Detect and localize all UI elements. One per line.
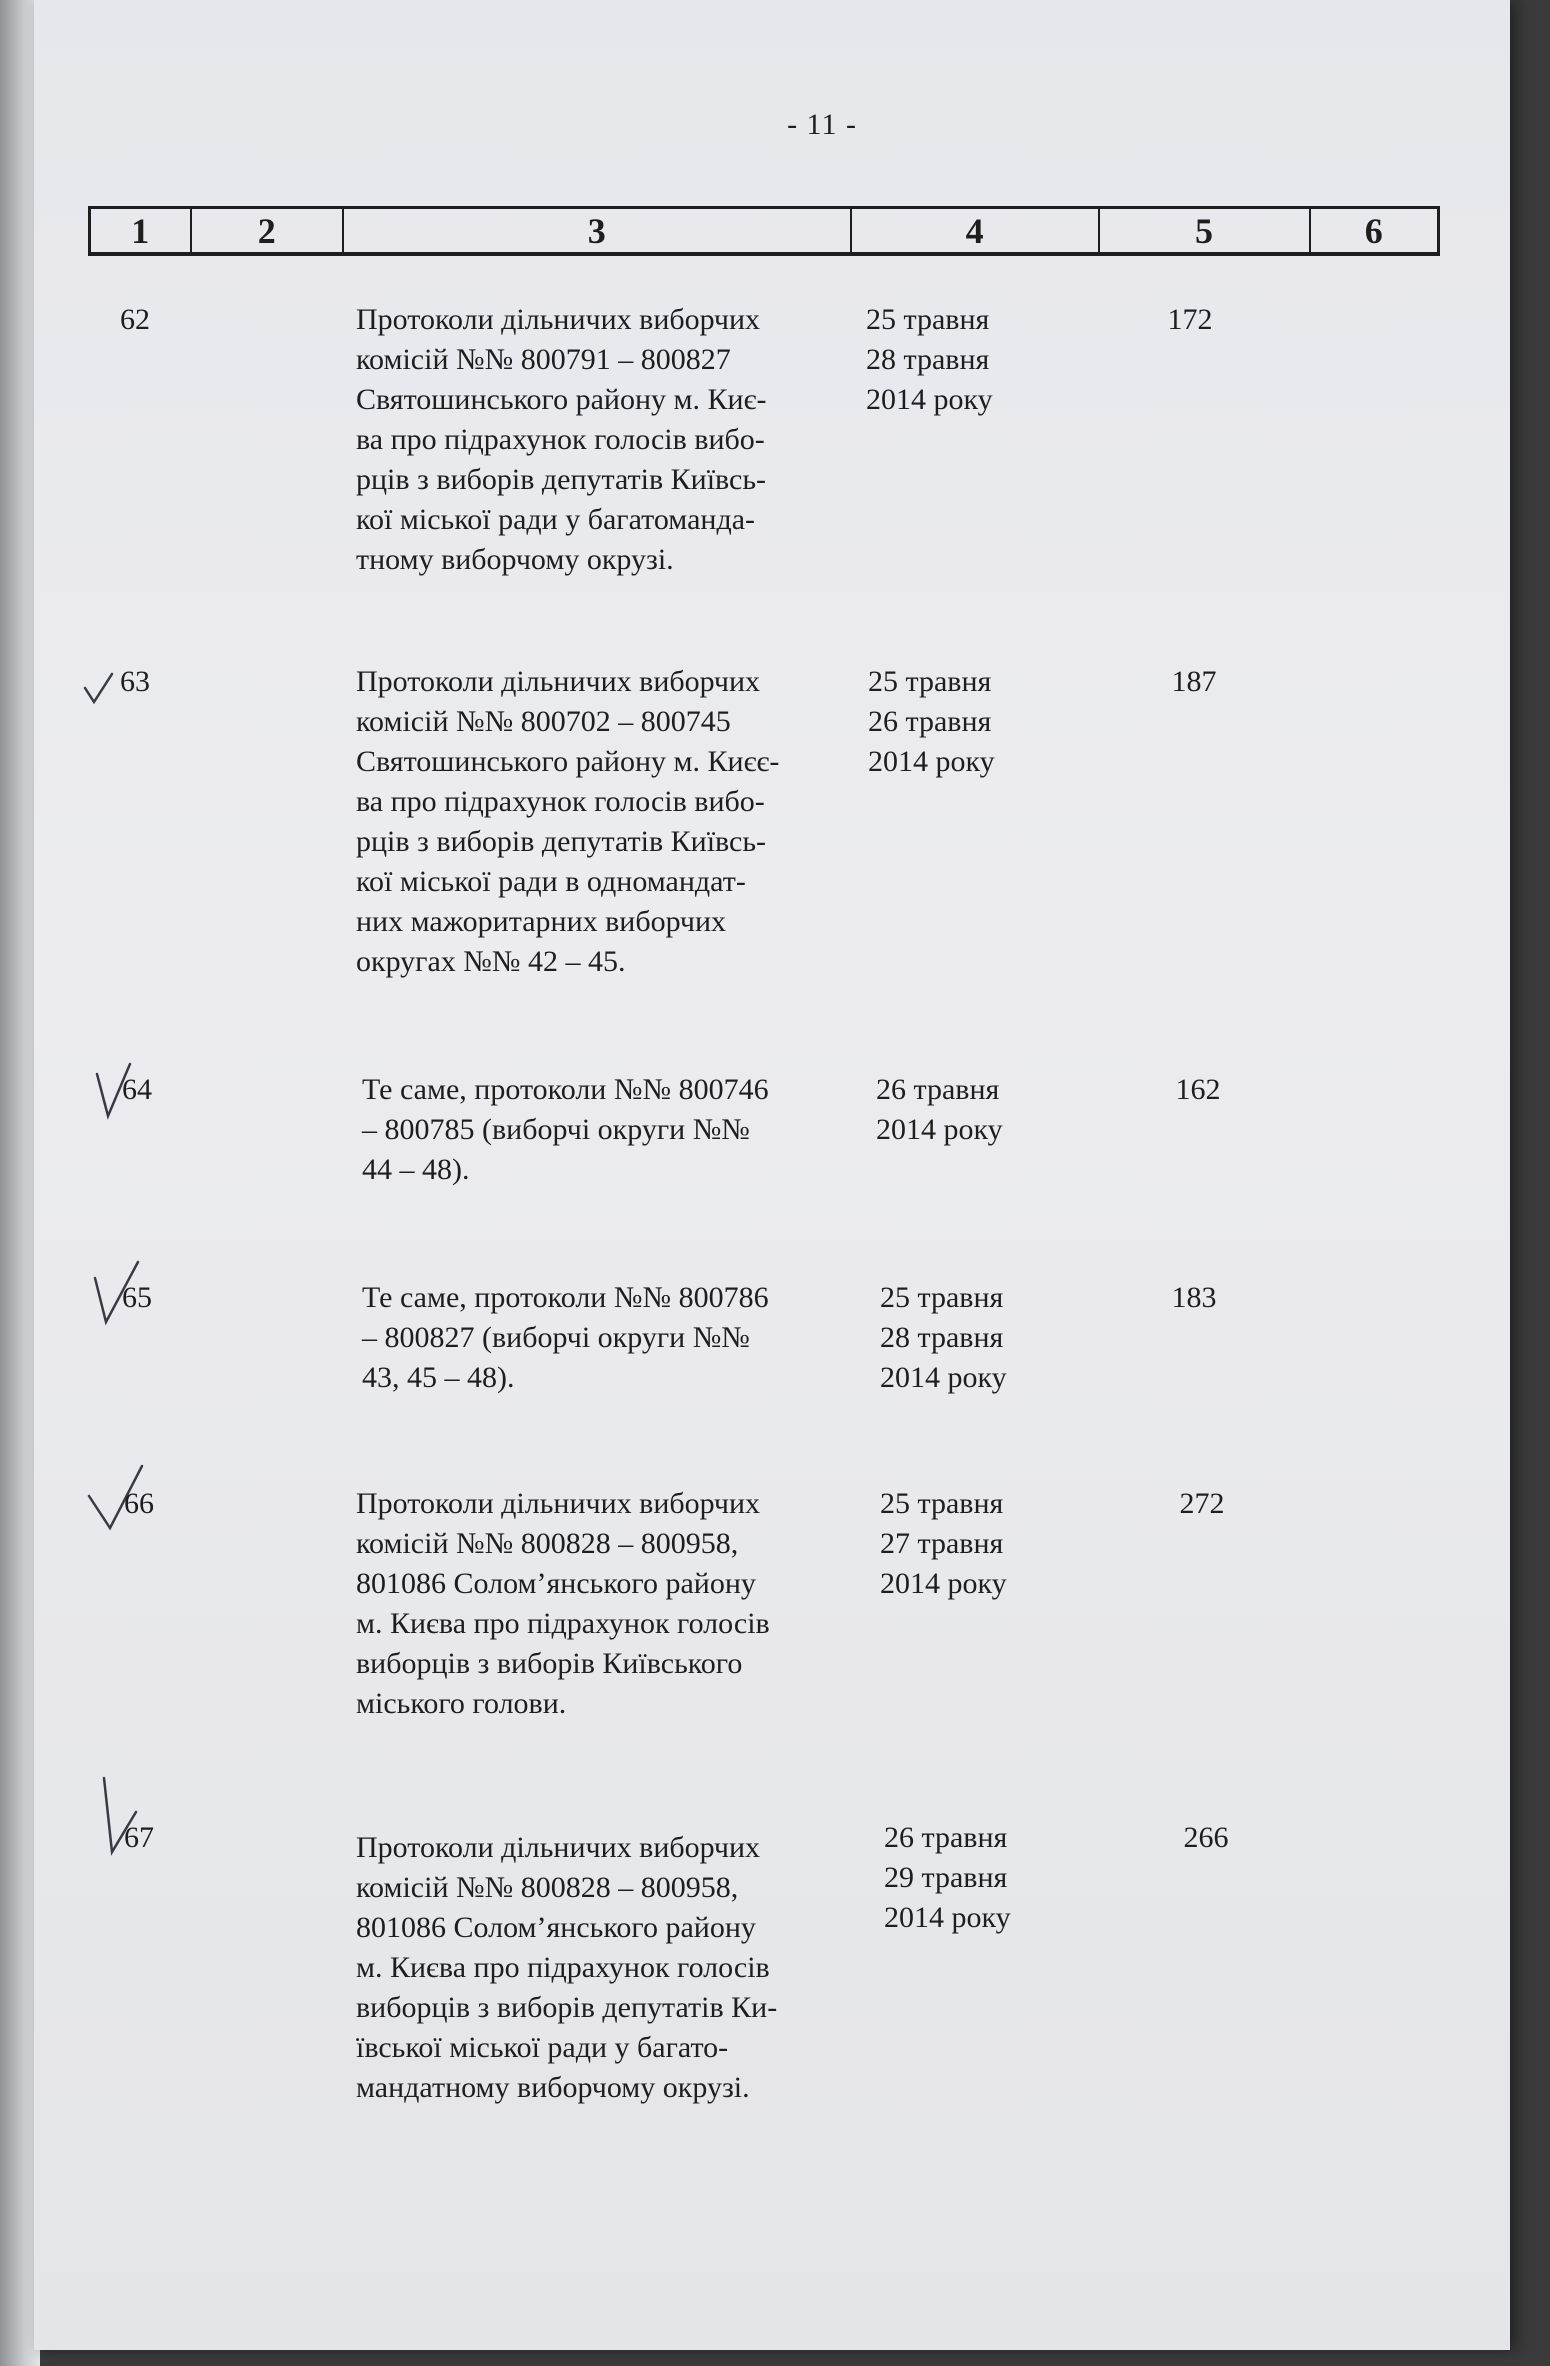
entry-description	[356, 1828, 896, 2108]
entry-dates	[868, 662, 1068, 782]
entry-sheet-count: 183	[1171, 1281, 1217, 1314]
date-line: 27 травня	[880, 1527, 1004, 1560]
description-line: них мажоритарних виборчих	[356, 905, 727, 938]
description-line: Протоколи дільничих виборчих	[356, 1831, 761, 1864]
date-line: 2014 року	[866, 383, 993, 416]
column-header-1: 1	[91, 209, 192, 252]
date-line: 26 травня	[884, 1821, 1008, 1854]
entry-sheet-count: 162	[1175, 1073, 1221, 1106]
entry-sheet-count: 272	[1179, 1487, 1225, 1520]
description-line: комісій №№ 800828 – 800958,	[356, 1527, 739, 1560]
description-line: ва про підрахунок голосів вибо-	[356, 785, 765, 818]
date-line: 2014 року	[880, 1567, 1007, 1600]
entry-number: 62	[120, 303, 150, 336]
description-line: виборців з виборів Київського	[356, 1647, 743, 1680]
description-line: – 800785 (виборчі округи №№	[362, 1113, 750, 1146]
column-header-3: 3	[344, 209, 852, 252]
date-line: 2014 року	[868, 745, 995, 778]
description-line: Святошинського району м. Києє-	[356, 745, 780, 778]
date-line: 25 травня	[866, 303, 990, 336]
description-line: виборців з виборів депутатів Ки-	[356, 1991, 778, 2024]
entry-dates	[884, 1818, 1084, 1938]
date-line: 29 травня	[884, 1861, 1008, 1894]
document-page	[34, 0, 1510, 2350]
date-line: 28 травня	[866, 343, 990, 376]
entry-dates	[876, 1070, 1076, 1150]
description-line: м. Києва про підрахунок голосів	[356, 1607, 770, 1640]
date-line: 2014 року	[876, 1113, 1003, 1146]
entry-description	[356, 300, 896, 580]
entry-number: 67	[124, 1821, 154, 1854]
date-line: 2014 року	[880, 1361, 1007, 1394]
date-line: 25 травня	[880, 1487, 1004, 1520]
description-line: мандатному виборчому окрузі.	[356, 2071, 750, 2104]
description-line: ва про підрахунок голосів вибо-	[356, 423, 765, 456]
entry-dates	[880, 1278, 1080, 1398]
column-header-row	[88, 206, 1440, 256]
date-line: 26 травня	[876, 1073, 1000, 1106]
description-line: Те саме, протоколи №№ 800786	[362, 1281, 769, 1314]
description-line: – 800827 (виборчі округи №№	[362, 1321, 750, 1354]
date-line: 26 травня	[868, 705, 992, 738]
description-line: 44 – 48).	[362, 1153, 470, 1186]
entry-sheet-count: 187	[1171, 665, 1217, 698]
entry-description	[356, 1484, 896, 1724]
page-number: - 11 -	[787, 108, 857, 141]
description-line: Святошинського району м. Киє-	[356, 383, 767, 416]
entry-description	[362, 1070, 902, 1190]
description-line: рців з виборів депутатів Київсь-	[356, 463, 767, 496]
entry-number: 63	[120, 665, 150, 698]
description-line: 43, 45 – 48).	[362, 1361, 515, 1394]
entry-description	[362, 1278, 902, 1398]
description-line: Протоколи дільничих виборчих	[356, 665, 761, 698]
description-line: тному виборчому окрузі.	[356, 543, 674, 576]
entry-dates	[880, 1484, 1080, 1604]
column-header-4: 4	[852, 209, 1100, 252]
description-line: кої міської ради у багатоманда-	[356, 503, 756, 536]
description-line: Те саме, протоколи №№ 800746	[362, 1073, 769, 1106]
checkmark-icon	[82, 670, 118, 706]
date-line: 25 травня	[868, 665, 992, 698]
date-line: 2014 року	[884, 1901, 1011, 1934]
description-line: рців з виборів депутатів Київсь-	[356, 825, 767, 858]
date-line: 28 травня	[880, 1321, 1004, 1354]
description-line: комісій №№ 800791 – 800827	[356, 343, 731, 376]
description-line: кої міської ради в одномандат-	[356, 865, 746, 898]
description-line: комісій №№ 800702 – 800745	[356, 705, 731, 738]
entry-sheet-count: 266	[1183, 1821, 1229, 1854]
column-header-5: 5	[1100, 209, 1311, 252]
date-line: 25 травня	[880, 1281, 1004, 1314]
description-line: міського голови.	[356, 1687, 567, 1720]
description-line: 801086 Солом’янського району	[356, 1567, 756, 1600]
description-line: округах №№ 42 – 45.	[356, 945, 626, 978]
entry-number: 66	[124, 1487, 154, 1520]
entry-description	[356, 662, 896, 982]
column-header-2: 2	[192, 209, 344, 252]
entry-dates	[866, 300, 1066, 420]
column-header-6: 6	[1364, 210, 1383, 251]
entry-sheet-count: 172	[1167, 303, 1213, 336]
entry-number: 65	[122, 1281, 152, 1314]
description-line: 801086 Солом’янського району	[356, 1911, 756, 1944]
entry-number: 64	[122, 1073, 152, 1106]
description-line: комісій №№ 800828 – 800958,	[356, 1871, 739, 1904]
description-line: Протоколи дільничих виборчих	[356, 1487, 761, 1520]
description-line: ївської міської ради у багато-	[356, 2031, 729, 2064]
description-line: Протоколи дільничих виборчих	[356, 303, 761, 336]
description-line: м. Києва про підрахунок голосів	[356, 1951, 770, 1984]
